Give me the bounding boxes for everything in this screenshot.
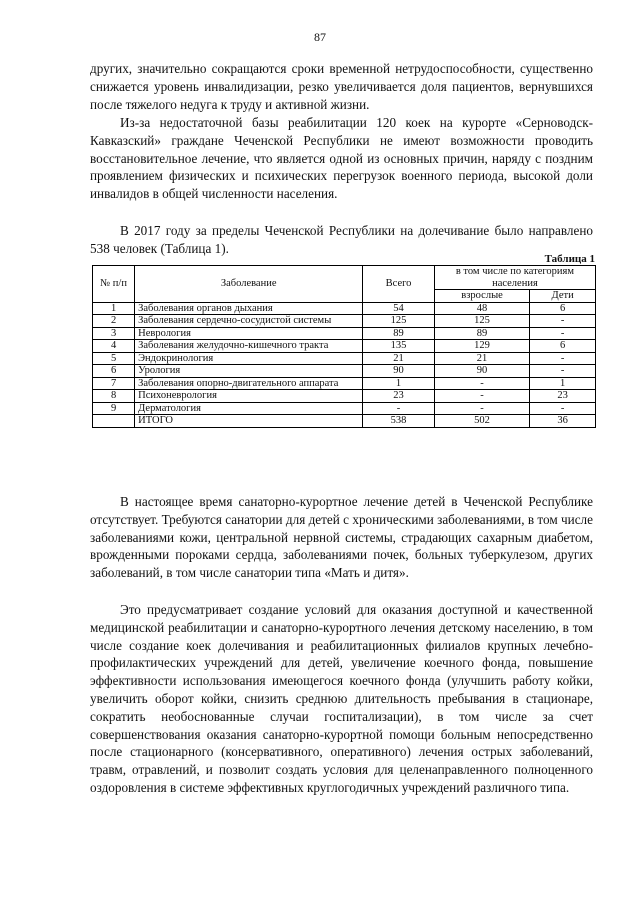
cell-num: 5	[93, 352, 135, 365]
header-num: № п/п	[93, 266, 135, 303]
table-row	[93, 302, 596, 315]
table-caption: Таблица 1	[544, 253, 595, 265]
referral-table	[92, 265, 596, 428]
cell-children: 23	[530, 390, 596, 403]
cell-total: 54	[363, 302, 435, 315]
paragraph-3: В 2017 году за пределы Чеченской Республики на долечивание было направлено 538 человек (Таблица 1).	[90, 223, 593, 256]
cell-disease: Психоневрология	[135, 390, 363, 403]
cell-adults: -	[434, 377, 529, 390]
cell-disease: Заболевания опорно-двигательного аппарата	[135, 377, 363, 390]
cell-adults: 48	[434, 302, 529, 315]
cell-total: 23	[363, 390, 435, 403]
paragraph-2: Из-за недостаточной базы реабилитации 120 коек на курорте «Серноводск-Кавказский» граждане Чеченской Республики не имеют возможности проводить восстановительное лечение, что является одной из основных причин, наряду с поздним проявлением физических и психических перегрузок военного периода, высокой доли инвалидов в общей численности населения.	[90, 115, 593, 202]
cell-disease: Заболевания органов дыхания	[135, 302, 363, 315]
cell-children: 1	[530, 377, 596, 390]
cell-num	[93, 415, 135, 428]
cell-num: 4	[93, 340, 135, 353]
cell-adults: -	[434, 402, 529, 415]
cell-num: 3	[93, 327, 135, 340]
cell-num: 2	[93, 315, 135, 328]
cell-num: 7	[93, 377, 135, 390]
cell-children: -	[530, 352, 596, 365]
cell-adults: 502	[434, 415, 529, 428]
cell-adults: 21	[434, 352, 529, 365]
cell-children: -	[530, 327, 596, 340]
cell-total-label: ИТОГО	[135, 415, 363, 428]
cell-children: -	[530, 315, 596, 328]
cell-children: 6	[530, 302, 596, 315]
header-disease: Заболевание	[135, 266, 363, 303]
cell-disease: Урология	[135, 365, 363, 378]
cell-disease: Дерматология	[135, 402, 363, 415]
header-total: Всего	[363, 266, 435, 303]
table-row	[93, 377, 596, 390]
cell-total: 125	[363, 315, 435, 328]
cell-children: 36	[530, 415, 596, 428]
cell-total: 538	[363, 415, 435, 428]
cell-children: -	[530, 365, 596, 378]
cell-num: 6	[93, 365, 135, 378]
cell-total: 1	[363, 377, 435, 390]
cell-disease: Заболевания сердечно-сосудистой системы	[135, 315, 363, 328]
table-row	[93, 340, 596, 353]
table-row	[93, 390, 596, 403]
cell-adults: 125	[434, 315, 529, 328]
paragraph-1: других, значительно сокращаются сроки временной нетрудоспособности, существенно снижается уровень инвалидизации, резко увеличивается доля пациентов, вернувшихся после тяжелого недуга к труду и активной жизни.	[90, 61, 593, 112]
table-row	[93, 327, 596, 340]
cell-num: 9	[93, 402, 135, 415]
table-row	[93, 315, 596, 328]
cell-adults: 89	[434, 327, 529, 340]
cell-adults: 129	[434, 340, 529, 353]
page-number: 87	[314, 30, 326, 44]
cell-disease: Заболевания желудочно-кишечного тракта	[135, 340, 363, 353]
header-adults: взрослые	[434, 290, 529, 303]
table-row	[93, 352, 596, 365]
cell-adults: -	[434, 390, 529, 403]
header-category-group: в том числе по категориям населения	[434, 266, 595, 290]
header-children: Дети	[530, 290, 596, 303]
table-total-row	[93, 415, 596, 428]
cell-children: -	[530, 402, 596, 415]
cell-children: 6	[530, 340, 596, 353]
cell-num: 1	[93, 302, 135, 315]
cell-adults: 90	[434, 365, 529, 378]
cell-disease: Эндокринология	[135, 352, 363, 365]
cell-total: 135	[363, 340, 435, 353]
cell-total: 90	[363, 365, 435, 378]
cell-num: 8	[93, 390, 135, 403]
paragraph-5: Это предусматривает создание условий для оказания доступной и качественной медицинской реабилитации и санаторно-курортного лечения детскому населению, в том числе создание коек долечивания и реабилитационных филиалов крупных лечебно-профилактических учреждений для детей, увеличение коечного фонда, повышение эффективности использования имеющегося коечного фонда (улучшить работу койки, увеличить оборот койки, снизить среднюю длительность пребывания в стационаре, сократить необоснованные случаи госпитализации), в том числе за счет совершенствования оказания санаторно-курортной помощи больным непосредственно после стационарного (консервативного, оперативного) лечения острых заболеваний, травм, отравлений, и позволит создать условия для целенаправленного полноценного оздоровления в системе эффективных круглогодичных учреждений различного типа.	[90, 602, 593, 795]
cell-total: 21	[363, 352, 435, 365]
cell-total: -	[363, 402, 435, 415]
table-row	[93, 402, 596, 415]
paragraph-4: В настоящее время санаторно-курортное лечение детей в Чеченской Республике отсутствует. Требуются санатории для детей с хроническими заболеваниями, в том числе заболеваниями кожи, центральной нервной системы, страдающих сахарным диабетом, врожденными пороками сердца, заболеваниями почек, больных туберкулезом, других заболеваний, в том числе санатории типа «Мать и дитя».	[90, 494, 593, 581]
cell-disease: Неврология	[135, 327, 363, 340]
cell-total: 89	[363, 327, 435, 340]
table-row	[93, 365, 596, 378]
